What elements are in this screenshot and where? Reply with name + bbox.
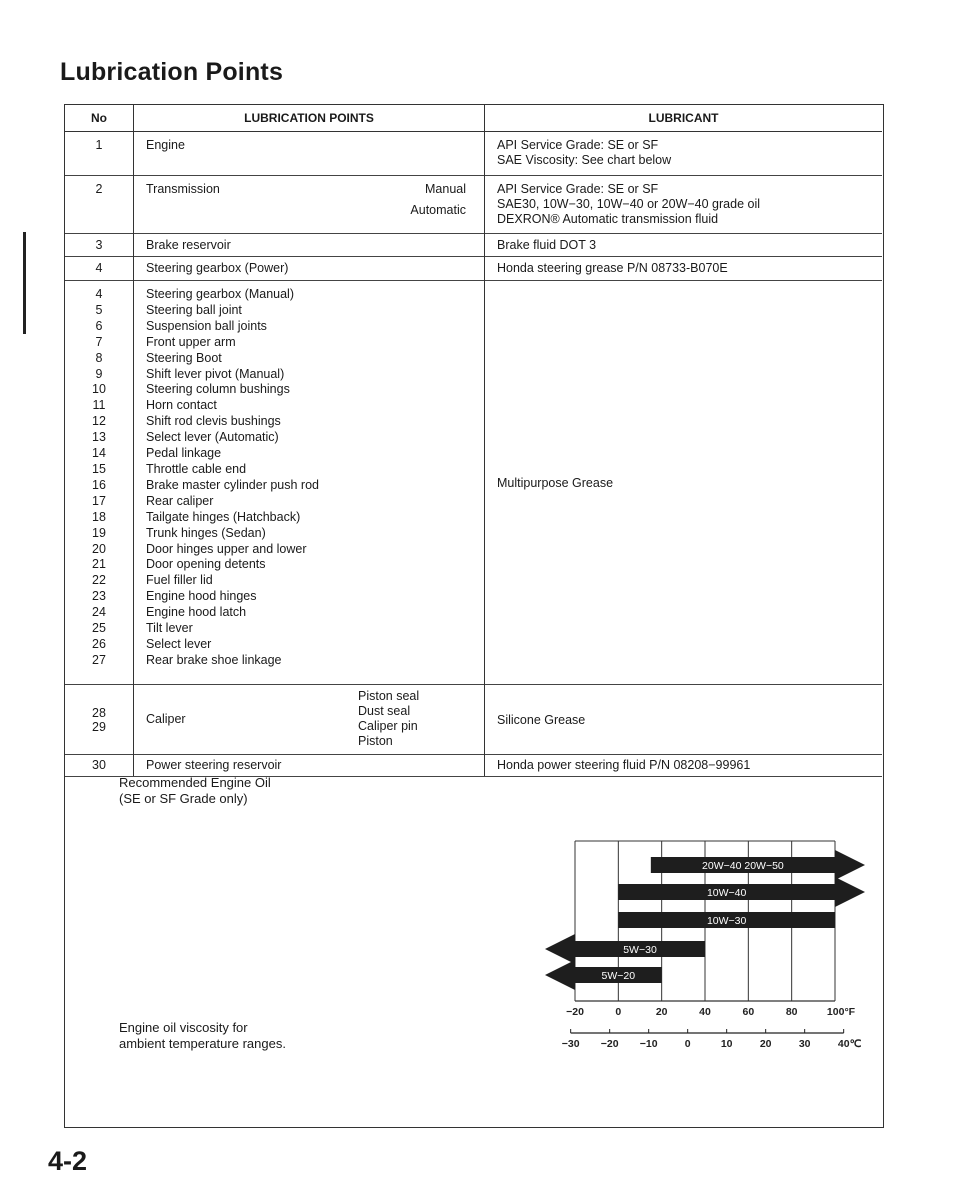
- lubrication-point: Fuel filler lid: [146, 573, 213, 588]
- page-number: 4-2: [48, 1146, 88, 1176]
- row-no: 28: [92, 705, 106, 720]
- row-no: 19: [92, 525, 106, 540]
- row-no: 23: [92, 589, 106, 604]
- row-no: 20: [92, 541, 106, 556]
- row-lubricant: Silicone Grease: [485, 685, 883, 755]
- row-no: 14: [92, 446, 106, 461]
- tick-label-c: 0: [684, 1038, 691, 1050]
- tick-label-c: 20: [759, 1038, 772, 1050]
- table-row: [65, 257, 882, 281]
- table-row: [65, 755, 882, 777]
- recommended-oil-heading: [119, 775, 271, 807]
- row-no: 12: [92, 414, 106, 429]
- lubrication-point: Door hinges upper and lower: [146, 541, 307, 556]
- row-no: 18: [92, 509, 106, 524]
- row-no: 13: [92, 430, 106, 445]
- row-no: 3: [65, 234, 134, 257]
- lubrication-point: Steering ball joint: [146, 302, 242, 317]
- tick-label-c: −20: [600, 1038, 619, 1050]
- lubrication-point: Tilt lever: [146, 621, 193, 636]
- row-no: 10: [92, 382, 106, 397]
- viscosity-bar-label: 5W−30: [623, 944, 657, 956]
- tick-label-f: 0: [615, 1006, 622, 1018]
- lubrication-point: Select lever: [146, 636, 212, 651]
- row-no: 27: [92, 652, 106, 667]
- arrow-left-icon: [545, 960, 575, 990]
- row-no: 4: [95, 287, 103, 301]
- recommended-line: Recommended Engine Oil: [119, 775, 271, 790]
- row-no: 1: [65, 132, 134, 176]
- row-point-list: [134, 281, 485, 685]
- row-no: 26: [92, 636, 106, 651]
- row-no: 2: [65, 176, 134, 234]
- row-lubricant: Brake fluid DOT 3: [485, 234, 883, 257]
- tick-label-c: 30: [798, 1038, 811, 1050]
- table-row: [65, 281, 882, 685]
- row-no: 25: [92, 621, 106, 636]
- lubrication-point: Select lever (Automatic): [146, 430, 279, 445]
- tick-label-c: −30: [561, 1038, 580, 1050]
- lubrication-point: Shift lever pivot (Manual): [146, 366, 285, 381]
- lubrication-point: Front upper arm: [146, 334, 236, 349]
- lubrication-point: Engine hood hinges: [146, 589, 257, 604]
- page-title: Lubrication Points: [60, 58, 284, 86]
- lubrication-point: Steering Boot: [146, 350, 222, 365]
- lubrication-point: Shift rod clevis bushings: [146, 414, 281, 429]
- lubrication-box: [64, 104, 884, 1128]
- lubricant-line: SAE Viscosity: See chart below: [497, 153, 672, 167]
- point-sub: Manual: [425, 182, 466, 196]
- tick-label-c: 40℃: [837, 1038, 862, 1050]
- point-name: Transmission: [146, 182, 220, 196]
- row-no-list: [65, 685, 134, 755]
- lubrication-point: Suspension ball joints: [146, 318, 267, 333]
- viscosity-bar-label: 10W−40: [706, 887, 747, 899]
- row-no: 29: [92, 719, 106, 734]
- point-sub: Piston seal: [358, 689, 420, 703]
- viscosity-chart: [465, 831, 862, 1061]
- tick-label-f: 80: [785, 1006, 798, 1018]
- row-no: 15: [92, 461, 106, 476]
- lubrication-point: Horn contact: [146, 398, 217, 413]
- margin-rule: [23, 232, 26, 334]
- lubrication-point: Throttle cable end: [146, 461, 247, 476]
- point-sub: Piston: [358, 734, 393, 748]
- row-no: 17: [92, 493, 106, 508]
- row-no: 4: [65, 257, 134, 281]
- lubrication-point: Pedal linkage: [146, 446, 222, 461]
- table-row: [65, 176, 882, 234]
- row-no: 7: [95, 334, 103, 349]
- row-no-list: [65, 281, 134, 685]
- lubrication-point: Trunk hinges (Sedan): [146, 525, 266, 540]
- row-point: Steering gearbox (Power): [134, 257, 485, 281]
- lubrication-point: Rear brake shoe linkage: [146, 652, 282, 667]
- table-row: [65, 132, 882, 176]
- lubrication-point: Door opening detents: [146, 557, 266, 572]
- row-lubricant: [485, 176, 883, 234]
- row-point: Brake reservoir: [134, 234, 485, 257]
- viscosity-caption: [119, 1020, 286, 1052]
- lubricant-line: DEXRON® Automatic transmission fluid: [497, 212, 719, 226]
- caption-line: Engine oil viscosity for: [119, 1020, 248, 1035]
- arrow-left-icon: [545, 934, 575, 964]
- row-point: Power steering reservoir: [134, 755, 485, 777]
- row-no: 24: [92, 605, 106, 620]
- lubrication-point: Tailgate hinges (Hatchback): [146, 509, 301, 524]
- lubrication-point: Rear caliper: [146, 493, 214, 508]
- lubrication-point: Steering gearbox (Manual): [146, 287, 294, 301]
- lubrication-point: Brake master cylinder push rod: [146, 477, 319, 492]
- row-no: 21: [92, 557, 106, 572]
- point-sub: Dust seal: [358, 704, 411, 718]
- header-points: LUBRICATION POINTS: [134, 105, 485, 132]
- tick-label-c: 10: [720, 1038, 733, 1050]
- row-no: 16: [92, 477, 106, 492]
- row-lubricant: Honda power steering fluid P/N 08208−99961: [485, 755, 883, 777]
- tick-label-f: 20: [655, 1006, 668, 1018]
- point-sub: Automatic: [410, 203, 466, 217]
- row-no: 9: [95, 366, 103, 381]
- tick-label-f: 60: [742, 1006, 755, 1018]
- arrow-right-icon: [835, 850, 865, 880]
- row-no: 11: [92, 398, 106, 413]
- viscosity-bar-label: 5W−20: [601, 970, 636, 982]
- tick-label-f: 40: [699, 1006, 711, 1018]
- table-row: [65, 234, 882, 257]
- caption-line: ambient temperature ranges.: [119, 1036, 286, 1051]
- row-no: 5: [95, 302, 103, 317]
- table-header-row: [65, 105, 882, 132]
- point-name: Caliper: [146, 712, 186, 726]
- row-no: 22: [92, 573, 106, 588]
- row-no: 6: [95, 318, 103, 333]
- lubricant-line: API Service Grade: SE or SF: [497, 182, 659, 196]
- lubricant-line: SAE30, 10W−30, 10W−40 or 20W−40 grade oil: [497, 197, 761, 211]
- tick-label-c: −10: [639, 1038, 658, 1050]
- row-lubricant: [485, 132, 883, 176]
- row-lubricant: Honda steering grease P/N 08733-B070E: [485, 257, 883, 281]
- row-point: [134, 176, 485, 234]
- viscosity-bar-label: 20W−40 20W−50: [702, 860, 784, 872]
- tick-label-f: 100°F: [826, 1006, 856, 1018]
- recommended-line: (SE or SF Grade only): [119, 791, 248, 806]
- arrow-right-icon: [835, 877, 865, 907]
- header-no: No: [65, 105, 134, 132]
- table-row: [65, 685, 882, 755]
- lubrication-table: [65, 105, 882, 777]
- row-no: 8: [95, 350, 103, 365]
- row-point: [134, 685, 485, 755]
- row-no: 30: [65, 755, 134, 777]
- header-lubricant: LUBRICANT: [485, 105, 883, 132]
- point-sub: Caliper pin: [358, 719, 418, 733]
- row-point: Engine: [134, 132, 485, 176]
- tick-label-f: −20: [566, 1006, 584, 1018]
- lubrication-point: Steering column bushings: [146, 382, 290, 397]
- lubricant-line: API Service Grade: SE or SF: [497, 138, 659, 152]
- viscosity-bar-label: 10W−30: [706, 915, 747, 927]
- lubrication-point: Engine hood latch: [146, 605, 247, 620]
- row-lubricant: Multipurpose Grease: [485, 281, 883, 685]
